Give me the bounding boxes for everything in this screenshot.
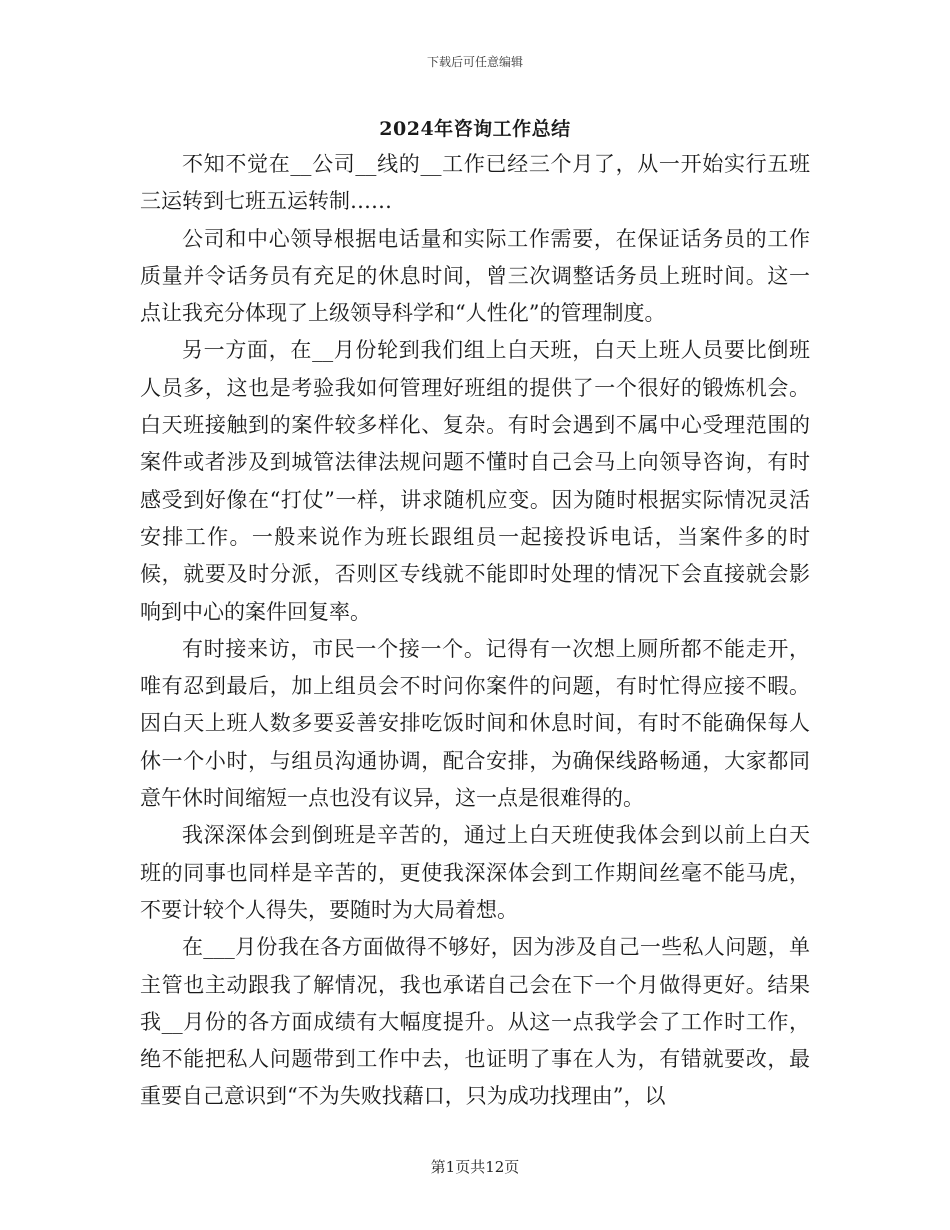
paragraph: 另一方面，在__月份轮到我们组上白天班，白天上班人员要比倒班人员多，这也是考验我如何管理好班组的提供了一个很好的锻炼机会。白天班接触到的案件较多样化、复杂。有时会遇到不属中心受理范围的案件或者涉及到城管法律法规问题不懂时自己会马上向领导咨询，有时感受到好像在“打仗”一样，讲求随机应变。因为随时根据实际情况灵活安排工作。一般来说作为班长跟组员一起接投诉电话，当案件多的时候，就要及时分派，否则区专线就不能即时处理的情况下会直接就会影响到中心的案件回复率。 bbox=[140, 338, 810, 624]
paragraph: 有时接来访，市民一个接一个。记得有一次想上厕所都不能走开，唯有忍到最后，加上组员会不时问你案件的问题，有时忙得应接不暇。因白天上班人数多要妥善安排吃饭时间和休息时间，有时不能确保每人休一个小时，与组员沟通协调，配合安排，为确保线路畅通，大家都同意午休时间缩短一点也没有议异，这一点是很难得的。 bbox=[140, 636, 810, 811]
paragraph: 在___月份我在各方面做得不够好，因为涉及自己一些私人问题，单主管也主动跟我了解情况，我也承诺自己会在下一个月做得更好。结果我__月份的各方面成绩有大幅度提升。从这一点我学会了工作时工作，绝不能把私人问题带到工作中去，也证明了事在人为，有错就要改，最重要自己意识到“不为失败找藉口，只为成功找理由”，以 bbox=[140, 935, 810, 1109]
paragraph: 不知不觉在__公司__线的__工作已经三个月了，从一开始实行五班三运转到七班五运转制…… bbox=[140, 152, 810, 214]
paragraph: 公司和中心领导根据电话量和实际工作需要，在保证话务员的工作质量并令话务员有充足的休息时间，曾三次调整话务员上班时间。这一点让我充分体现了上级领导科学和“人性化”的管理制度。 bbox=[140, 226, 810, 326]
paragraph: 我深深体会到倒班是辛苦的，通过上白天班使我体会到以前上白天班的同事也同样是辛苦的，更使我深深体会到工作期间丝毫不能马虎，不要计较个人得失，要随时为大局着想。 bbox=[140, 823, 810, 922]
header-note: 下载后可任意编辑 bbox=[426, 55, 523, 69]
document-title: 2024年咨询工作总结 bbox=[379, 118, 571, 140]
document-body bbox=[140, 146, 810, 1116]
page-number-footer: 第1页共12页 bbox=[430, 1158, 520, 1176]
